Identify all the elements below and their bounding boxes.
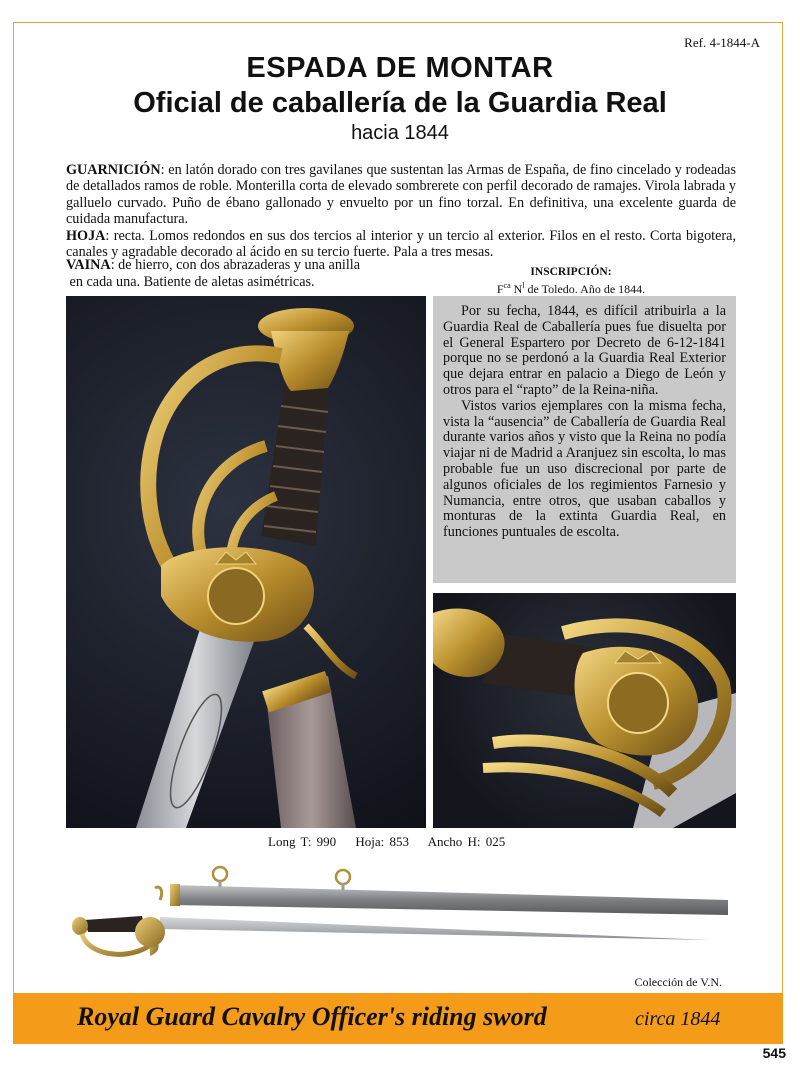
guard-detail-illustration	[433, 593, 736, 828]
full-sword-illustration	[60, 860, 740, 970]
inscription-block	[436, 265, 706, 296]
english-title: Royal Guard Cavalry Officer's riding sword	[77, 1002, 547, 1031]
page-date: hacia 1844	[351, 122, 449, 144]
measurements	[268, 834, 519, 850]
collection-credit: Colección de V.N.	[634, 975, 722, 989]
hilt-photo-large	[66, 296, 426, 828]
guarnicion-text: : en latón dorado con tres gavilanes que sustentan las Armas de España, de fino cincelado y rodeadas de detallados ramos de roble. Monterilla corta de elevado sombrerete con perfil decorado de ramajes. Virola labrada y galluelo curvado. Puño de ébano gallonado y envuelto por un fino torzal. En definitiva, una excelente guarda de cuidada manufactura.	[66, 162, 736, 228]
guard-detail-photo	[433, 593, 736, 828]
page-subtitle: Oficial de caballería de la Guardia Real	[133, 87, 667, 119]
description-block	[66, 162, 736, 260]
measurement-blade: Hoja: 853	[355, 834, 410, 849]
hoja-label: HOJA	[66, 227, 106, 244]
page-title: ESPADA DE MONTAR	[246, 52, 554, 84]
vaina-paragraph	[66, 257, 426, 290]
hoja-paragraph	[66, 228, 736, 261]
english-title-banner	[13, 993, 783, 1044]
inscription-heading: INSCRIPCIÓN:	[530, 266, 612, 278]
sword-hilt-illustration	[66, 296, 426, 828]
guarnicion-paragraph	[66, 162, 736, 228]
page-number: 545	[762, 1045, 786, 1061]
vaina-text-1: : de hierro, con dos abrazaderas y una anilla	[110, 257, 361, 273]
english-date: circa 1844	[635, 1008, 721, 1030]
note-paragraph-2: Vistos varios ejemplares con la misma fecha, vista la “ausencia” de Caballería de Guardia Real durante varios años y visto que la Reina no podía viajar ni de Madrid a Aranjuez sin escolta, lo mas probable fue un uso discrecional por parte de algunos oficiales de los regimientos Farnesio y Numancia, entre otros, que usaban caballos y monturas de la extinta Guardia Real, en funciones puntuales de escolta.	[443, 397, 726, 541]
measurement-length: Long T: 990	[268, 834, 337, 849]
note-paragraph-1: Por su fecha, 1844, es difícil atribuirla a la Guardia Real de Caballería pues fue disuelta por el General Espartero por Decreto de 6-12-1841 porque no se perdonó a la Guardia Real Exterior que dejara entrar en palacio a Diego de León y otros para el “rapto” de la Reina-niña.	[443, 303, 726, 398]
measurement-width: Ancho H: 025	[427, 834, 506, 849]
full-sword-photo	[60, 860, 740, 970]
historical-note	[433, 296, 736, 583]
inscription-text: $F^{ca}$ $N^l$ de Toledo. Año de 1844.	[496, 281, 646, 296]
vaina-label: VAINA	[66, 257, 111, 273]
hoja-text: : recta. Lomos redondos en sus dos tercios al interior y un tercio al exterior. Filos en el resto. Corta bigotera, canales y agradable decorado al ácido en su tercio fuerte. Pala a tres mesas.	[66, 227, 736, 261]
guarnicion-label: GUARNICIÓN	[66, 162, 161, 178]
reference-number: Ref. 4-1844-A	[684, 35, 760, 50]
vaina-text-2: en cada una. Batiente de aletas asimétricas.	[69, 273, 315, 290]
